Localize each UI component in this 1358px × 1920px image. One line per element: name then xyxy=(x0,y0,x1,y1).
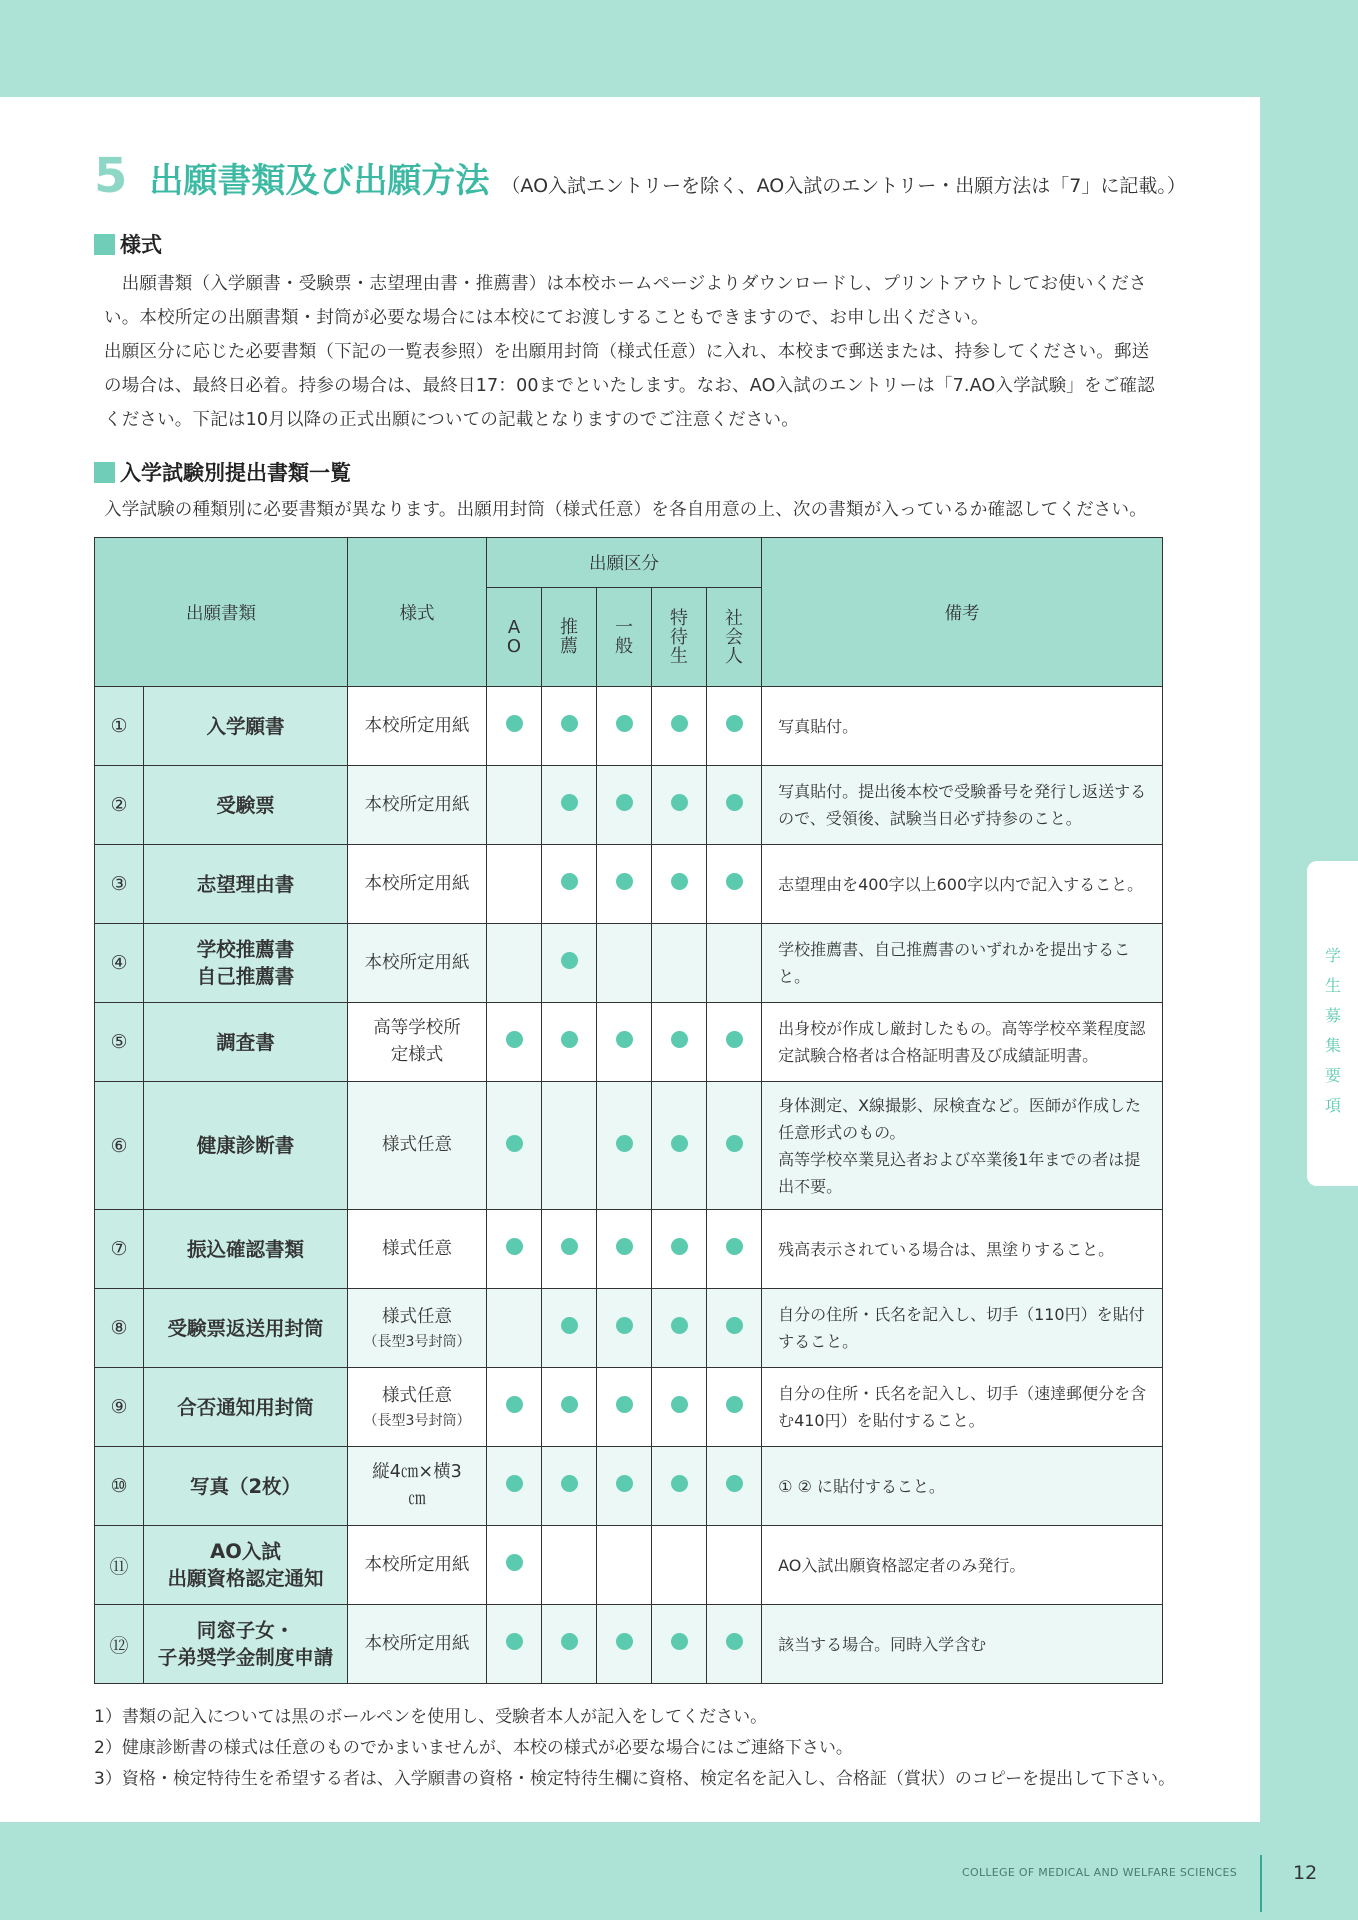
document-name: 受験票 xyxy=(144,766,348,845)
table-row xyxy=(95,766,1163,845)
required-dot-icon xyxy=(726,1396,743,1413)
table-row xyxy=(95,924,1163,1003)
required-dot-icon xyxy=(616,1238,633,1255)
required-dot-icon xyxy=(671,1475,688,1492)
remarks-cell: 学校推薦書、自己推薦書のいずれかを提出すること。 xyxy=(762,924,1163,1003)
footer-divider xyxy=(1260,1855,1262,1912)
remarks-cell: ① ② に貼付すること。 xyxy=(762,1447,1163,1526)
category-mark-cell xyxy=(542,845,597,924)
row-number: ⑧ xyxy=(95,1289,144,1368)
format-text: 本校所定用紙 xyxy=(364,1554,470,1575)
style-paragraph-1: 出願書類（入学願書・受験票・志望理由書・推薦書）は本校ホームページよりダウンロードし、プリントアウトしてお使いください。本校所定の出願書類・封筒が必要な場合には本校にてお渡しすることもできますので、お申し出ください。 xyxy=(104,274,1147,328)
remarks-cell: 自分の住所・氏名を記入し、切手（速達郵便分を含む410円）を貼付すること。 xyxy=(762,1368,1163,1447)
required-dot-icon xyxy=(726,1238,743,1255)
required-dot-icon xyxy=(616,1317,633,1334)
row-number: ③ xyxy=(95,845,144,924)
required-dot-icon xyxy=(561,873,578,890)
format-text: 様式任意 xyxy=(382,1306,452,1327)
row-number: ⑥ xyxy=(95,1082,144,1210)
category-mark-cell xyxy=(652,1368,707,1447)
table-row xyxy=(95,1526,1163,1605)
category-mark-cell xyxy=(652,924,707,1003)
category-mark-cell xyxy=(597,1082,652,1210)
category-mark-cell xyxy=(707,1003,762,1082)
footnotes xyxy=(94,1702,1175,1795)
section-number: 5 xyxy=(94,148,128,204)
category-mark-cell xyxy=(487,845,542,924)
header-format: 様式 xyxy=(348,538,487,687)
format-cell xyxy=(348,1368,487,1447)
required-dot-icon xyxy=(616,1633,633,1650)
required-dot-icon xyxy=(671,1633,688,1650)
format-text: 縦4㎝×横3㎝ xyxy=(372,1462,462,1509)
document-name: 入学願書 xyxy=(144,687,348,766)
required-dot-icon xyxy=(506,1031,523,1048)
remarks-cell: 写真貼付。 xyxy=(762,687,1163,766)
format-cell xyxy=(348,1605,487,1684)
required-dot-icon xyxy=(561,1317,578,1334)
square-bullet-icon xyxy=(94,234,115,255)
category-mark-cell xyxy=(487,924,542,1003)
footnote-2: 2）健康診断書の様式は任意のものでかまいませんが、本校の様式が必要な場合にはご連絡下さい。 xyxy=(94,1738,853,1758)
category-mark-cell xyxy=(597,1210,652,1289)
header-category-recommend: 推薦 xyxy=(542,588,597,687)
category-mark-cell xyxy=(652,1526,707,1605)
required-dot-icon xyxy=(726,1475,743,1492)
category-mark-cell xyxy=(542,1082,597,1210)
format-cell xyxy=(348,1526,487,1605)
required-dot-icon xyxy=(506,1554,523,1571)
section-heading xyxy=(94,148,1186,204)
category-mark-cell xyxy=(487,1368,542,1447)
required-dot-icon xyxy=(671,715,688,732)
required-dot-icon xyxy=(616,1031,633,1048)
style-paragraph-2: 出願区分に応じた必要書類（下記の一覧表参照）を出願用封筒（様式任意）に入れ、本校まで郵送または、持参してください。郵送の場合は、最終日必着。持参の場合は、最終日17：00までといたします。なお、AO入試のエントリーは「7.AO入学試験」をご確認ください。下記は10月以降の正式出願についての記載となりますのでご注意ください。 xyxy=(104,342,1155,430)
header-category-ao: AO xyxy=(487,588,542,687)
table-row xyxy=(95,1289,1163,1368)
required-dot-icon xyxy=(561,1396,578,1413)
document-name: 写真（2枚） xyxy=(144,1447,348,1526)
category-mark-cell xyxy=(707,1605,762,1684)
side-tab-label: 学生募集要項 xyxy=(1324,946,1341,1115)
remarks-cell: 自分の住所・氏名を記入し、切手（110円）を貼付すること。 xyxy=(762,1289,1163,1368)
format-cell xyxy=(348,845,487,924)
required-dot-icon xyxy=(671,794,688,811)
required-dot-icon xyxy=(726,1031,743,1048)
required-dot-icon xyxy=(671,1135,688,1152)
format-cell xyxy=(348,1289,487,1368)
format-text: 本校所定用紙 xyxy=(364,1633,470,1654)
documents-table xyxy=(94,537,1163,1684)
square-bullet-icon xyxy=(94,462,115,483)
header-category-scholarship: 特待生 xyxy=(652,588,707,687)
format-cell xyxy=(348,924,487,1003)
category-mark-cell xyxy=(597,1605,652,1684)
category-mark-cell xyxy=(597,1289,652,1368)
document-name: 同窓子女・ 子弟奨学金制度申請 xyxy=(144,1605,348,1684)
document-name: 調査書 xyxy=(144,1003,348,1082)
category-mark-cell xyxy=(597,1003,652,1082)
format-cell xyxy=(348,1003,487,1082)
category-mark-cell xyxy=(542,1003,597,1082)
category-mark-cell xyxy=(542,687,597,766)
category-mark-cell xyxy=(487,1082,542,1210)
row-number: ⑫ xyxy=(95,1605,144,1684)
required-dot-icon xyxy=(561,1475,578,1492)
category-mark-cell xyxy=(652,1003,707,1082)
table-row xyxy=(95,1003,1163,1082)
format-cell xyxy=(348,1210,487,1289)
format-text: 高等学校所定様式 xyxy=(373,1018,461,1065)
category-mark-cell xyxy=(707,924,762,1003)
required-dot-icon xyxy=(506,1475,523,1492)
row-number: ⑩ xyxy=(95,1447,144,1526)
format-subtext: （長型3号封筒） xyxy=(363,1412,471,1429)
category-mark-cell xyxy=(542,1210,597,1289)
format-cell xyxy=(348,687,487,766)
required-dot-icon xyxy=(616,715,633,732)
required-dot-icon xyxy=(726,794,743,811)
category-mark-cell xyxy=(597,766,652,845)
remarks-cell: 写真貼付。提出後本校で受験番号を発行し返送するので、受領後、試験当日必ず持参のこと。 xyxy=(762,766,1163,845)
category-mark-cell xyxy=(652,845,707,924)
row-number: ⑦ xyxy=(95,1210,144,1289)
table-row xyxy=(95,1210,1163,1289)
footnote-3: 3）資格・検定特待生を希望する者は、入学願書の資格・検定特待生欄に資格、検定名を記入し、合格証（賞状）のコピーを提出して下さい。 xyxy=(94,1769,1176,1789)
category-mark-cell xyxy=(542,766,597,845)
remarks-cell: 該当する場合。同時入学含む xyxy=(762,1605,1163,1684)
required-dot-icon xyxy=(506,715,523,732)
required-dot-icon xyxy=(726,1135,743,1152)
header-category-general: 一般 xyxy=(597,588,652,687)
format-text: 様式任意 xyxy=(382,1135,452,1155)
required-dot-icon xyxy=(726,873,743,890)
required-dot-icon xyxy=(561,1031,578,1048)
header-document: 出願書類 xyxy=(95,538,348,687)
document-name: 志望理由書 xyxy=(144,845,348,924)
category-mark-cell xyxy=(597,1526,652,1605)
category-mark-cell xyxy=(597,1368,652,1447)
required-dot-icon xyxy=(561,794,578,811)
format-text: 様式任意 xyxy=(382,1385,452,1406)
header-remarks: 備考 xyxy=(762,538,1163,687)
table-row xyxy=(95,687,1163,766)
row-number: ⑪ xyxy=(95,1526,144,1605)
table-row xyxy=(95,1368,1163,1447)
category-mark-cell xyxy=(542,1526,597,1605)
format-cell xyxy=(348,1447,487,1526)
required-dot-icon xyxy=(616,873,633,890)
row-number: ① xyxy=(95,687,144,766)
category-mark-cell xyxy=(487,1526,542,1605)
category-mark-cell xyxy=(597,687,652,766)
category-mark-cell xyxy=(707,1447,762,1526)
document-name: 受験票返送用封筒 xyxy=(144,1289,348,1368)
category-mark-cell xyxy=(652,1289,707,1368)
category-mark-cell xyxy=(542,1368,597,1447)
required-dot-icon xyxy=(671,873,688,890)
table-row xyxy=(95,1447,1163,1526)
subhead-list xyxy=(94,457,351,487)
required-dot-icon xyxy=(506,1238,523,1255)
required-dot-icon xyxy=(726,1317,743,1334)
category-mark-cell xyxy=(487,1447,542,1526)
section-title: 出願書類及び出願方法 xyxy=(149,161,490,201)
category-mark-cell xyxy=(542,924,597,1003)
category-mark-cell xyxy=(487,1289,542,1368)
required-dot-icon xyxy=(506,1135,523,1152)
category-mark-cell xyxy=(487,1210,542,1289)
required-dot-icon xyxy=(616,1475,633,1492)
header-category-adult: 社会人 xyxy=(707,588,762,687)
row-number: ④ xyxy=(95,924,144,1003)
category-mark-cell xyxy=(542,1605,597,1684)
category-mark-cell xyxy=(707,1082,762,1210)
side-tab xyxy=(1307,861,1358,1186)
remarks-cell: AO入試出願資格認定者のみ発行。 xyxy=(762,1526,1163,1605)
category-mark-cell xyxy=(707,687,762,766)
format-cell xyxy=(348,766,487,845)
category-mark-cell xyxy=(652,1082,707,1210)
category-mark-cell xyxy=(597,845,652,924)
remarks-cell: 志望理由を400字以上600字以内で記入すること。 xyxy=(762,845,1163,924)
subhead-style-title: 様式 xyxy=(120,233,162,257)
format-cell xyxy=(348,1082,487,1210)
category-mark-cell xyxy=(652,1605,707,1684)
category-mark-cell xyxy=(707,1210,762,1289)
required-dot-icon xyxy=(671,1031,688,1048)
required-dot-icon xyxy=(506,1396,523,1413)
category-mark-cell xyxy=(487,1605,542,1684)
subhead-list-title: 入学試験別提出書類一覧 xyxy=(120,461,351,485)
subhead-style xyxy=(94,229,162,259)
document-name: 学校推薦書 自己推薦書 xyxy=(144,924,348,1003)
category-mark-cell xyxy=(652,766,707,845)
document-page xyxy=(0,97,1260,1822)
category-mark-cell xyxy=(652,1210,707,1289)
remarks-cell: 残高表示されている場合は、黒塗りすること。 xyxy=(762,1210,1163,1289)
category-mark-cell xyxy=(542,1289,597,1368)
required-dot-icon xyxy=(616,794,633,811)
section-note: （AO入試エントリーを除く、AO入試のエントリー・出願方法は「7」に記載。） xyxy=(501,175,1186,197)
required-dot-icon xyxy=(561,1633,578,1650)
format-text: 本校所定用紙 xyxy=(364,952,470,973)
required-dot-icon xyxy=(616,1396,633,1413)
category-mark-cell xyxy=(707,1526,762,1605)
category-mark-cell xyxy=(487,1003,542,1082)
table-row xyxy=(95,845,1163,924)
footnote-1: 1）書類の記入については黒のボールペンを使用し、受験者本人が記入をしてください。 xyxy=(94,1707,768,1727)
category-mark-cell xyxy=(707,1368,762,1447)
remarks-cell: 出身校が作成し厳封したもの。高等学校卒業程度認定試験合格者は合格証明書及び成績証明書。 xyxy=(762,1003,1163,1082)
document-name: AO入試 出願資格認定通知 xyxy=(144,1526,348,1605)
footer-college-name: COLLEGE OF MEDICAL AND WELFARE SCIENCES xyxy=(962,1866,1237,1879)
format-text: 本校所定用紙 xyxy=(364,715,470,736)
table-row xyxy=(95,1605,1163,1684)
format-subtext: （長型3号封筒） xyxy=(363,1333,471,1350)
format-text: 本校所定用紙 xyxy=(364,794,470,815)
document-name: 合否通知用封筒 xyxy=(144,1368,348,1447)
required-dot-icon xyxy=(671,1238,688,1255)
row-number: ② xyxy=(95,766,144,845)
category-mark-cell xyxy=(542,1447,597,1526)
required-dot-icon xyxy=(726,1633,743,1650)
format-text: 本校所定用紙 xyxy=(364,873,470,894)
category-mark-cell xyxy=(597,1447,652,1526)
required-dot-icon xyxy=(561,1238,578,1255)
format-text: 様式任意 xyxy=(382,1238,452,1259)
required-dot-icon xyxy=(671,1317,688,1334)
table-row xyxy=(95,1082,1163,1210)
row-number: ⑨ xyxy=(95,1368,144,1447)
category-mark-cell xyxy=(707,845,762,924)
category-mark-cell xyxy=(487,687,542,766)
required-dot-icon xyxy=(506,1633,523,1650)
row-number: ⑤ xyxy=(95,1003,144,1082)
required-dot-icon xyxy=(561,715,578,732)
document-name: 健康診断書 xyxy=(144,1082,348,1210)
remarks-cell: 身体測定、X線撮影、尿検査など。医師が作成した任意形式のもの。 高等学校卒業見込者および卒業後1年までの者は提出不要。 xyxy=(762,1082,1163,1210)
page-number: 12 xyxy=(1293,1862,1318,1884)
category-mark-cell xyxy=(652,687,707,766)
required-dot-icon xyxy=(726,715,743,732)
required-dot-icon xyxy=(561,952,578,969)
document-name: 振込確認書類 xyxy=(144,1210,348,1289)
category-mark-cell xyxy=(487,766,542,845)
category-mark-cell xyxy=(597,924,652,1003)
required-dot-icon xyxy=(671,1396,688,1413)
category-mark-cell xyxy=(707,1289,762,1368)
category-mark-cell xyxy=(707,766,762,845)
required-dot-icon xyxy=(616,1135,633,1152)
category-mark-cell xyxy=(652,1447,707,1526)
list-intro: 入学試験の種類別に必要書類が異なります。出願用封筒（様式任意）を各自用意の上、次の書類が入っているか確認してください。 xyxy=(104,500,1147,520)
header-category: 出願区分 xyxy=(487,538,762,588)
